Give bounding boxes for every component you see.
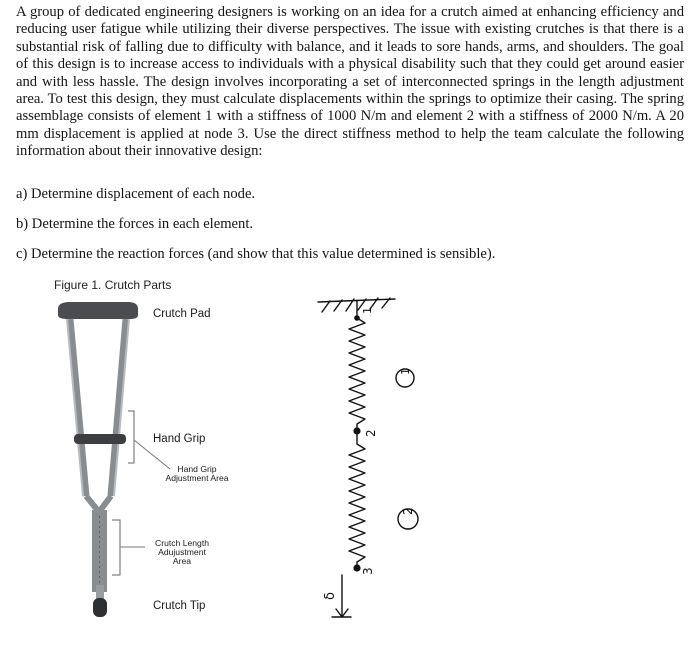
node-3-dot: [353, 564, 360, 571]
question-c: c) Determine the reaction forces (and show that this value determined is sensible).: [16, 246, 496, 262]
figure-title: Figure 1. Crutch Parts: [54, 278, 172, 292]
node-1-label: 1: [361, 307, 374, 314]
question-a: a) Determine displacement of each node.: [16, 186, 256, 202]
displacement-label: δ: [323, 592, 338, 600]
element-2-label: 2: [401, 507, 415, 515]
spring-element-1: [349, 318, 365, 431]
label-crutch-pad: Crutch Pad: [153, 308, 211, 320]
label-hand-grip: Hand Grip: [153, 433, 206, 445]
problem-paragraph: A group of dedicated engineering designers is working on an idea for a crutch aimed at enhancing efficiency and reducing user fatigue while utilizing their diverse perspectives. The issue with existing crutches is that there is a substantial risk of falling due to difficulty with balance, and it leads to sore hands, arms, and shoulders. The goal of this design is to increase access to individuals with a physical disability such that they could get around easier and with less hassle. The design involves incorporating a set of interconnected springs in the length adjustment area. To test this design, they must calculate displacements within the springs to optimize their casing. The spring assemblage consists of element 1 with a stiffness of 1000 N/m and element 2 with a stiffness of 2000 N/m. A 20 mm displacement is applied at node 3. Use the direct stiffness method to help the team calculate the following information about their innovative design:: [16, 4, 684, 160]
label-hand-grip-adjustment: Hand Grip Adjustment Area: [165, 464, 229, 483]
label-crutch-length-adjustment: Crutch Length Adujustment Area: [155, 538, 209, 566]
label-crutch-tip: Crutch Tip: [153, 600, 206, 612]
node-1-dot: [354, 315, 360, 321]
node-3-label: 3: [361, 567, 375, 575]
node-2-dot: [353, 427, 360, 434]
spring-element-2: [349, 431, 365, 568]
question-b: b) Determine the forces in each element.: [16, 216, 254, 232]
node-2-label: 2: [364, 429, 378, 437]
element-1-label: 1: [399, 368, 412, 375]
